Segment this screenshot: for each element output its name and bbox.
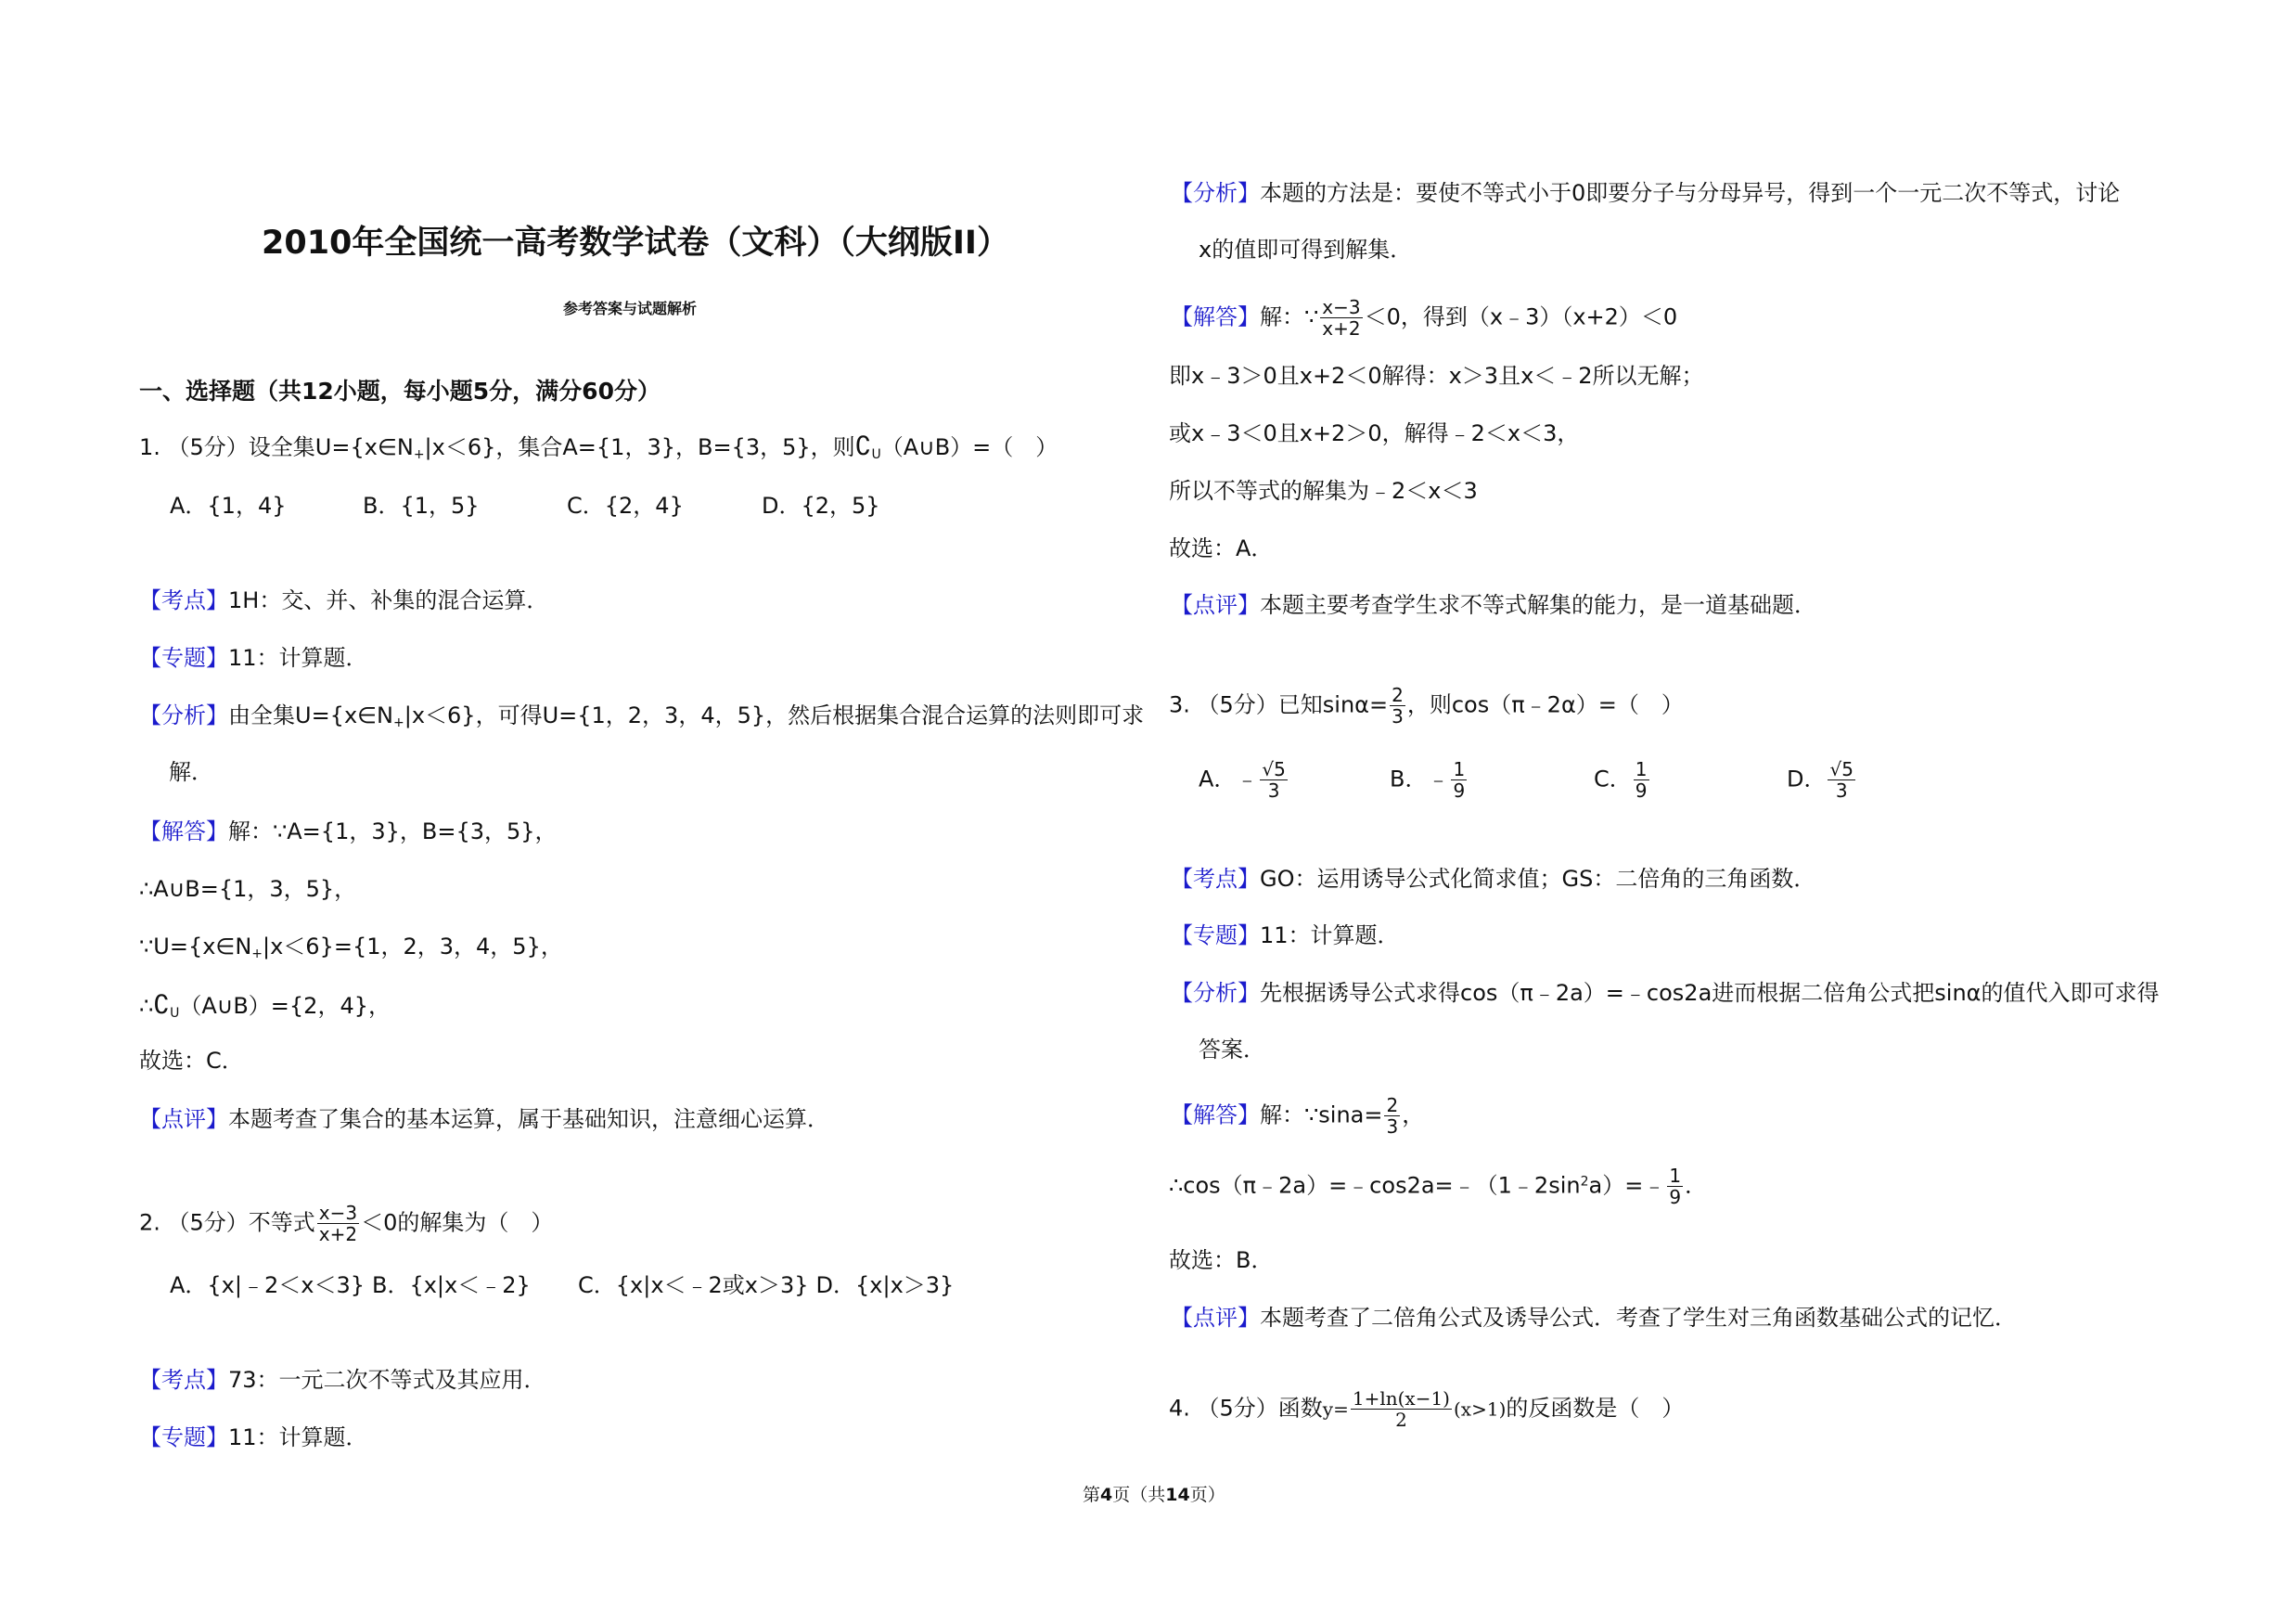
q2-zhuanti-text: 11：计算题．	[228, 1424, 368, 1450]
q1-fenxi-subscript: +	[393, 715, 404, 730]
q3-stem	[1169, 685, 1684, 727]
q2-kaodian-text: 73：一元二次不等式及其应用．	[228, 1367, 546, 1393]
q2-option-a: A．{x|﹣2＜x＜3}	[170, 1272, 365, 1298]
q4-stem	[1169, 1388, 1684, 1430]
q1-step3-b: （A∪B）={2，4}，	[179, 993, 391, 1019]
q3-stem-suffix: ，则cos（π﹣2α）=（ ）	[1406, 691, 1684, 718]
q3-jieda	[1171, 1095, 1424, 1137]
fraction-numerator: 1+ln(x−1)	[1352, 1387, 1450, 1410]
footer-mid: 页（共	[1112, 1485, 1166, 1505]
q1-option-d: D．{2，5}	[762, 493, 880, 519]
q4-fraction	[1351, 1388, 1452, 1430]
q2-kaodian	[139, 1366, 546, 1394]
fraction-numerator: √5	[1829, 758, 1853, 780]
label-fenxi: 【分析】	[1171, 180, 1260, 206]
q3-stem-prefix: 3. （5分）已知sinα=	[1169, 691, 1389, 718]
fraction-numerator: 1	[1453, 758, 1466, 780]
total-pages: 14	[1165, 1485, 1190, 1505]
q3-zhuanti	[1171, 921, 1400, 949]
footer-prefix: 第	[1083, 1485, 1101, 1505]
label-dianping: 【点评】	[139, 1106, 228, 1132]
q4-y-equals: y=	[1322, 1398, 1349, 1421]
q2-jieda-b: ＜0，得到（x﹣3）（x+2）＜0	[1364, 303, 1678, 330]
q2-stem-prefix: 2. （5分）不等式	[139, 1209, 315, 1236]
q1-step2-subscript: +	[251, 947, 263, 961]
q1-step3	[139, 991, 391, 1027]
section-heading: 一、选择题（共12小题，每小题5分，满分60分）	[139, 378, 661, 405]
option-letter: D．	[1787, 766, 1827, 792]
q3-option-d	[1787, 759, 1857, 801]
q1-step1: ∴A∪B={1，3，5}，	[139, 876, 357, 902]
q1-stem-prefix: 1. （5分）设全集U={x∈N	[139, 434, 414, 460]
q3-options	[1199, 759, 1857, 801]
label-kaodian: 【考点】	[139, 587, 228, 613]
q2-zhuanti	[139, 1423, 368, 1451]
q1-fenxi-continuation: 解．	[169, 759, 213, 785]
q3-step1	[1169, 1166, 1707, 1207]
q1-dianping-text: 本题考查了集合的基本运算，属于基础知识，注意细心运算．	[228, 1106, 829, 1132]
complement-symbol: ∁	[854, 431, 872, 461]
q3-choice: 故选：B．	[1169, 1247, 1274, 1273]
fraction-numerator: 1	[1669, 1165, 1682, 1187]
complement-subscript: U	[170, 1006, 180, 1021]
q2-option-d: D．{x|x＞3}	[815, 1272, 955, 1298]
q3-option-c	[1594, 759, 1787, 801]
complement-subscript: U	[871, 447, 881, 462]
q2-stem-suffix: ＜0的解集为（ ）	[361, 1209, 554, 1236]
q2-dianping-text: 本题主要考查学生求不等式解集的能力，是一道基础题．	[1260, 592, 1816, 618]
q3-step1-c: ．	[1685, 1172, 1708, 1199]
label-jieda: 【解答】	[1171, 1101, 1260, 1128]
fraction-numerator: √5	[1262, 758, 1286, 780]
q3-step1-a: ∴cos（π﹣2a）=﹣cos2a=﹣（1﹣2sin	[1169, 1172, 1581, 1199]
option-fraction	[1828, 759, 1854, 801]
q3-option-b	[1390, 759, 1594, 801]
page-footer	[1083, 1481, 1225, 1506]
option-letter: B．	[1390, 766, 1428, 792]
label-dianping: 【点评】	[1171, 592, 1260, 618]
q1-step3-a: ∴	[139, 993, 154, 1019]
q2-jieda-a: 解：∵	[1260, 303, 1319, 330]
q3-fenxi-text: 先根据诱导公式求得cos（π﹣2a）=﹣cos2a进而根据二倍角公式把sinα的值代入即可求得	[1260, 980, 2160, 1006]
fraction-numerator: x−3	[1322, 296, 1361, 318]
label-jieda: 【解答】	[1171, 303, 1260, 330]
q1-step2-b: |x＜6}={1，2，3，4，5}，	[263, 934, 563, 960]
q2-fenxi-continuation: x的值即可得到解集．	[1199, 237, 1413, 263]
q3-option-a	[1199, 759, 1390, 801]
option-fraction	[1634, 759, 1649, 801]
label-dianping: 【点评】	[1171, 1305, 1260, 1331]
q2-step3: 所以不等式的解集为﹣2＜x＜3	[1169, 478, 1478, 504]
q1-fenxi-a: 由全集U={x∈N	[228, 702, 394, 728]
fraction-denominator: x+2	[318, 1223, 358, 1245]
q1-zhuanti	[139, 644, 368, 672]
q1-kaodian	[139, 586, 548, 614]
label-fenxi: 【分析】	[139, 702, 228, 728]
page-number: 4	[1100, 1485, 1113, 1505]
q3-kaodian	[1171, 865, 1815, 893]
q4-condition: (x>1)	[1454, 1398, 1507, 1421]
q3-dianping-text: 本题考查了二倍角公式及诱导公式．考查了学生对三角函数基础公式的记忆．	[1260, 1305, 2017, 1331]
option-sign: ﹣	[1236, 766, 1259, 792]
q3-jieda-a: 解：∵sina=	[1260, 1101, 1383, 1128]
q2-choice: 故选：A．	[1169, 535, 1274, 561]
fraction-denominator: 9	[1453, 779, 1466, 802]
q1-option-b: B．{1，5}	[363, 493, 480, 519]
q3-jieda-fraction	[1384, 1095, 1400, 1137]
q3-step1-superscript: 2	[1580, 1174, 1589, 1190]
q3-step1-b: a）=﹣	[1588, 1172, 1666, 1199]
q2-step2: 或x﹣3＜0且x+2＞0，解得﹣2＜x＜3，	[1169, 420, 1580, 446]
fraction-denominator: 3	[1392, 705, 1404, 728]
fraction-numerator: x−3	[318, 1202, 358, 1224]
q3-jieda-b: ，	[1402, 1101, 1425, 1128]
q1-options	[170, 492, 880, 520]
q1-fenxi-b: |x＜6}，可得U={1，2，3，4，5}，然后根据集合混合运算的法则即可求	[404, 702, 1145, 728]
q1-fenxi	[139, 702, 1144, 737]
fraction-denominator: 3	[1386, 1115, 1399, 1138]
option-fraction	[1451, 759, 1467, 801]
q3-step1-fraction	[1667, 1166, 1683, 1207]
q1-stem-subscript: +	[413, 447, 425, 462]
q2-fraction	[317, 1203, 359, 1244]
label-zhuanti: 【专题】	[139, 645, 228, 671]
q3-fenxi-continuation: 答案．	[1199, 1037, 1265, 1063]
label-zhuanti: 【专题】	[139, 1424, 228, 1450]
q1-zhuanti-text: 11：计算题．	[228, 645, 368, 671]
q3-zhuanti-text: 11：计算题．	[1260, 922, 1400, 948]
q4-stem-prefix: 4. （5分）函数	[1169, 1395, 1323, 1422]
q2-dianping	[1171, 591, 1816, 619]
q3-dianping	[1171, 1304, 2017, 1332]
q1-dianping	[139, 1105, 829, 1133]
q3-fenxi	[1171, 979, 2159, 1007]
fraction-denominator: 3	[1835, 779, 1848, 802]
option-letter: C．	[1594, 766, 1632, 792]
q4-stem-suffix: 的反函数是（ ）	[1506, 1395, 1685, 1422]
q1-stem-suffix: （A∪B）=（ ）	[880, 434, 1058, 460]
document-title: 2010年全国统一高考数学试卷（文科）（大纲版II）	[262, 225, 1009, 262]
q1-option-a: A．{1，4}	[170, 493, 287, 519]
q2-jieda-fraction	[1320, 297, 1362, 339]
fraction-numerator: 2	[1386, 1094, 1399, 1116]
q1-option-c: C．{2，4}	[567, 493, 684, 519]
q1-kaodian-text: 1H：交、并、补集的混合运算．	[228, 587, 549, 613]
label-zhuanti: 【专题】	[1171, 922, 1260, 948]
fraction-denominator: 9	[1669, 1186, 1682, 1208]
q2-jieda	[1171, 297, 1677, 339]
q1-stem-mid: |x＜6}，集合A={1，3}，B={3，5}，则	[424, 434, 855, 460]
label-kaodian: 【考点】	[1171, 866, 1260, 892]
label-kaodian: 【考点】	[139, 1367, 228, 1393]
q2-option-b: B．{x|x＜﹣2}	[372, 1272, 531, 1298]
fraction-denominator: 2	[1395, 1409, 1407, 1431]
q2-options	[170, 1271, 954, 1299]
q3-fraction	[1390, 685, 1405, 727]
q1-choice: 故选：C．	[139, 1048, 244, 1074]
label-jieda: 【解答】	[139, 818, 228, 844]
footer-suffix: 页）	[1189, 1485, 1225, 1505]
q1-stem	[139, 432, 1058, 469]
complement-symbol: ∁	[153, 989, 171, 1020]
fraction-denominator: 9	[1635, 779, 1648, 802]
q1-jieda	[139, 818, 558, 845]
fraction-denominator: 3	[1267, 779, 1280, 802]
q1-step2	[139, 933, 563, 968]
q3-kaodian-text: GO：运用诱导公式化简求值；GS：二倍角的三角函数．	[1260, 866, 1816, 892]
q1-step2-a: ∵U={x∈N	[139, 934, 252, 960]
fraction-numerator: 2	[1392, 684, 1404, 706]
q2-option-c: C．{x|x＜﹣2或x＞3}	[578, 1272, 809, 1298]
fraction-numerator: 1	[1635, 758, 1648, 780]
option-letter: A．	[1199, 766, 1237, 792]
fraction-denominator: x+2	[1322, 317, 1361, 340]
q2-fenxi-text: 本题的方法是：要使不等式小于0即要分子与分母异号，得到一个一元二次不等式，讨论	[1260, 180, 2121, 206]
q2-fenxi	[1171, 179, 2120, 207]
document-subtitle: 参考答案与试题解析	[563, 300, 698, 317]
label-fenxi: 【分析】	[1171, 980, 1260, 1006]
q2-stem	[139, 1203, 553, 1244]
q1-jieda-text: 解：∵A={1，3}，B={3，5}，	[228, 818, 558, 844]
option-sign: ﹣	[1427, 766, 1450, 792]
option-fraction	[1260, 759, 1287, 801]
q2-step1: 即x﹣3＞0且x+2＜0解得：x＞3且x＜﹣2所以无解；	[1169, 363, 1704, 389]
